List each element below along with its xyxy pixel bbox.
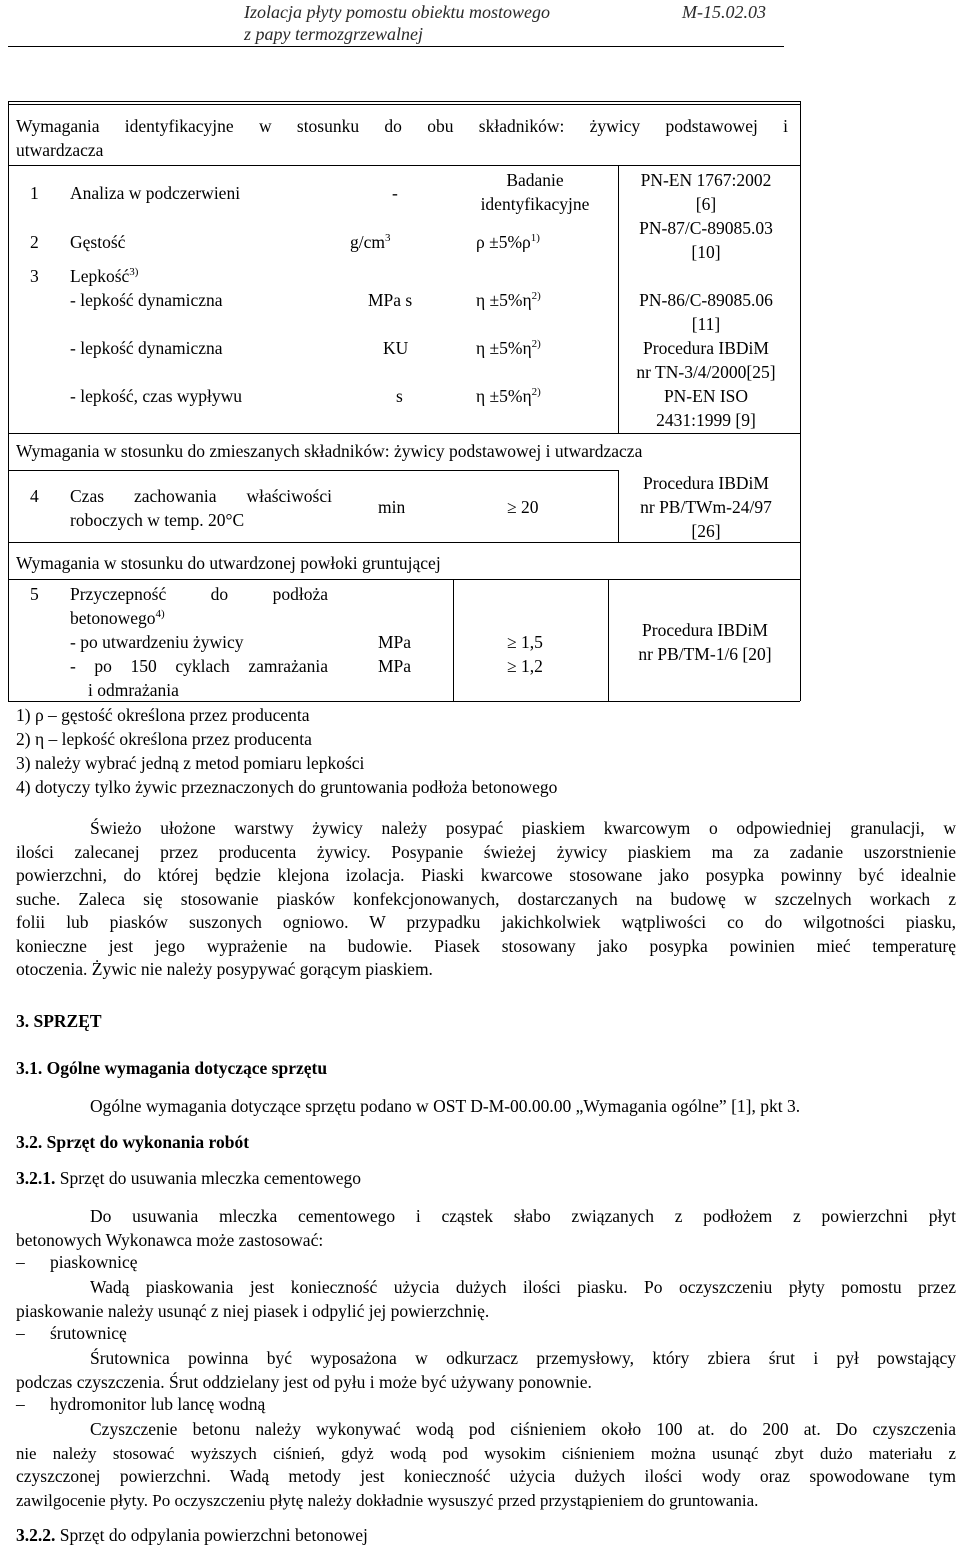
row5-sub2-name-l1: - po 150 cyklach zamrażania: [70, 656, 328, 676]
row3-sub3-req-text: η ±5%η: [476, 386, 532, 406]
heading-3-2-1: [16, 1168, 361, 1189]
list-item-text: [16, 1347, 956, 1394]
row2-req: [476, 232, 540, 253]
row2-num: 2: [30, 232, 39, 252]
paragraph-3-2-1: [16, 1205, 956, 1252]
method-line: Procedura IBDiM: [643, 338, 769, 358]
para-line: Wadą piaskowania jest konieczność użycia dużych ilości piasku. Po oczyszczeniu płyty pomostu przez: [90, 1277, 956, 1297]
row5-sub2-name-l2: i odmrażania: [88, 680, 179, 700]
para-line: otoczenia. Żywic nie należy posypywać gorącym piaskiem.: [16, 959, 433, 979]
para-line: Świeżo ułożone warstwy żywicy należy posypać piaskiem kwarcowym o odpowiedniej granulacji, w: [90, 818, 956, 838]
row5-sub2-req: ≥ 1,2: [507, 656, 543, 676]
para-line: piaskowanie należy usunąć z niej piasek i odpylić jej powierzchnię.: [16, 1300, 490, 1321]
row2-name: Gęstość: [70, 232, 126, 252]
table-left-border: [8, 101, 9, 701]
row4-unit: min: [378, 497, 406, 517]
row4-name-l1: Czas zachowania właściwości: [70, 486, 332, 506]
footnote: 4) dotyczy tylko żywic przeznaczonych do gruntowania podłoża betonowego: [16, 777, 558, 797]
heading-3-2-1-text: Sprzęt do usuwania mleczka cementowego: [55, 1168, 362, 1188]
row3-sub1-unit: MPa s: [368, 290, 413, 310]
row5-name-l2-text: betonowego: [70, 608, 156, 628]
row1-num: 1: [30, 183, 39, 203]
row2-unit-sup: 3: [385, 232, 391, 245]
heading-3-2-2-num: 3.2.2.: [16, 1525, 56, 1545]
footnote: 3) należy wybrać jedną z metod pomiaru lepkości: [16, 753, 365, 773]
para-line: Do usuwania mleczka cementowego i cząstek słabo związanych z podłożem z powierzchni płyt: [90, 1206, 956, 1226]
row1-name: Analiza w podczerwieni: [70, 183, 241, 203]
table-col-rule: [453, 579, 454, 701]
heading-3-2-2-text: Sprzęt do odpylania powierzchni betonowej: [55, 1525, 368, 1545]
table-rule: [8, 470, 618, 471]
table-col-rule: [608, 579, 609, 701]
list-item: [16, 1252, 138, 1273]
section3-heading: Wymagania w stosunku do utwardzonej powłoki gruntującej: [16, 553, 441, 573]
row3-sub1-name: - lepkość dynamiczna: [70, 290, 223, 310]
method-line: PN-EN ISO: [663, 386, 749, 406]
row3-num: 3: [30, 266, 39, 286]
row3-name-text: Lepkość: [70, 266, 130, 286]
list-item-name: piaskownicę: [50, 1252, 138, 1272]
list-item-name: hydromonitor lub lancę wodną: [50, 1394, 266, 1414]
row5-name-l1: Przyczepność do podłoża: [70, 584, 328, 604]
table-top-border-2: [8, 104, 800, 105]
method-line: [10]: [691, 242, 721, 262]
table-top-border: [8, 101, 800, 102]
row4-name-l2: roboczych w temp. 20°C: [70, 510, 245, 530]
table-col-rule: [618, 165, 619, 433]
row1-req-l2: identyfikacyjne: [480, 194, 590, 214]
row5-sub1-unit: MPa: [378, 632, 412, 652]
list-dash: –: [16, 1252, 25, 1272]
table-right-border: [800, 101, 801, 701]
para-line: powierzchni, do której będzie klejona izolacja. Piaski kwarcowe stosowane jako posypka powinny być idealnie: [16, 865, 956, 885]
para-line: czyszczonej powierzchni. Wadą metody jest konieczność użycia dużych ilości wody oraz spowodowane tym: [16, 1466, 956, 1486]
header-rule: [8, 46, 784, 47]
row1-unit: -: [392, 183, 398, 203]
row5-method-l2: nr PB/TM-1/6 [20]: [638, 644, 772, 664]
row2-unit: [350, 232, 391, 253]
heading-3: 3. SPRZĘT: [16, 1011, 102, 1031]
row3-sub2-unit: KU: [383, 338, 409, 358]
para-line: nie należy stosować wyższych ciśnień, gdyż wodą pod wysokim ciśnieniem można usunąć zbyt dużo materiału z: [16, 1443, 956, 1463]
row4-method-l1: Procedura IBDiM: [643, 473, 769, 493]
row3-sub1-req: [476, 290, 541, 311]
table-col-rule: [618, 470, 619, 542]
method-line: [11]: [691, 314, 721, 334]
row3-sub3-req-sup: 2): [531, 386, 541, 399]
header-title-line2: z papy termozgrzewalnej: [244, 24, 423, 44]
row4-method-l2: nr PB/TWm-24/97: [640, 497, 772, 517]
footnote: 1) ρ – gęstość określona przez producenta: [16, 705, 310, 725]
section2-heading: Wymagania w stosunku do zmieszanych składników: żywicy podstawowej i utwardzacza: [16, 441, 643, 461]
method-line: [6]: [695, 194, 717, 214]
row3-sub3-req: [476, 386, 541, 407]
row3-sub2-name: - lepkość dynamiczna: [70, 338, 223, 358]
row3-sub1-req-sup: 2): [531, 290, 541, 303]
method-line: 2431:1999 [9]: [656, 410, 756, 430]
row3-sub2-req: [476, 338, 541, 359]
para-line: zawilgocenie płyty. Po oczyszczeniu płytę należy dokładnie wysuszyć przed przystąpieniem do gruntowania.: [16, 1490, 759, 1510]
list-item: [16, 1394, 266, 1415]
method-line: PN-EN 1767:2002: [640, 170, 772, 190]
list-item: [16, 1323, 127, 1344]
list-item-text: [16, 1418, 956, 1512]
heading-3-2-2: [16, 1525, 368, 1546]
header-title-line1: Izolacja płyty pomostu obiektu mostowego: [244, 2, 550, 22]
header-code: M-15.02.03: [682, 2, 766, 22]
heading-3-2-1-num: 3.2.1.: [16, 1168, 56, 1188]
section1-heading: Wymagania identyfikacyjne w stosunku do obu składników: żywicy podstawowej i: [16, 116, 788, 136]
row4-method-l3: [26]: [691, 521, 721, 541]
row2-req-text: ρ ±5%ρ: [476, 232, 531, 252]
row2-unit-text: g/cm: [350, 232, 385, 252]
para-line: podczas czyszczenia. Śrut oddzielany jest od pyłu i może być używany ponownie.: [16, 1371, 592, 1392]
para-line: Śrutownica powinna być wyposażona w odkurzacz przemysłowy, który zbiera śrut i pył powstający: [90, 1348, 956, 1368]
row5-sub1-req: ≥ 1,5: [507, 632, 543, 652]
para-line: folii lub piasków suszonych ogniowo. W przypadku jakichkolwiek wątpliwości co do wilgotności piasku,: [16, 912, 956, 932]
row4-req: ≥ 20: [507, 497, 539, 517]
row3-sub3-name: - lepkość, czas wypływu: [70, 386, 243, 406]
heading-3-2: 3.2. Sprzęt do wykonania robót: [16, 1132, 250, 1152]
sand-paragraph: [16, 817, 956, 982]
para-line: konieczne jest jego wyprażenie na budowie. Piasek stosowany jako posypka powinien mieć temperaturę: [16, 935, 956, 956]
row5-name-sup: 4): [155, 608, 165, 621]
row5-sub1-name: - po utwardzeniu żywicy: [70, 632, 244, 652]
row5-method-l1: Procedura IBDiM: [642, 620, 768, 640]
row4-num: 4: [30, 486, 39, 506]
row3-name: [70, 266, 138, 287]
para-line: betonowych Wykonawca może zastosować:: [16, 1229, 324, 1250]
table-rule: [8, 165, 800, 166]
row3-name-sup: 3): [129, 266, 139, 279]
list-dash: –: [16, 1394, 25, 1414]
row5-name-l2: [70, 608, 165, 629]
para-line: Czyszczenie betonu należy wykonywać wodą pod ciśnieniem około 100 at. do 200 at. Do czyszczenia: [90, 1419, 956, 1439]
table-rule: [8, 433, 800, 434]
table-rule: [8, 701, 800, 702]
row3-sub2-req-text: η ±5%η: [476, 338, 532, 358]
list-dash: –: [16, 1323, 25, 1343]
method-line: PN-86/C-89085.06: [639, 290, 773, 310]
section1-heading-cont: utwardzacza: [16, 140, 104, 160]
row1-req-l1: Badanie: [506, 170, 564, 190]
heading-3-1: 3.1. Ogólne wymagania dotyczące sprzętu: [16, 1058, 328, 1078]
table-rule: [8, 579, 800, 580]
table-rule: [8, 542, 800, 543]
row3-sub3-unit: s: [396, 386, 403, 406]
list-item-text: [16, 1276, 956, 1323]
row5-sub2-unit: MPa: [378, 656, 412, 676]
row3-sub2-req-sup: 2): [531, 338, 541, 351]
para-line: ilości zalecanej przez producenta żywicy. Posypanie świeżej żywicy piaskiem ma za zadanie uszorstnienie: [16, 841, 956, 862]
row2-req-sup: 1): [530, 232, 540, 245]
row3-sub1-req-text: η ±5%η: [476, 290, 532, 310]
footnote: 2) η – lepkość określona przez producenta: [16, 729, 312, 749]
paragraph-3-1: Ogólne wymagania dotyczące sprzętu podano w OST D-M-00.00.00 „Wymagania ogólne” [1], pkt 3.: [90, 1096, 801, 1116]
method-line: PN-87/C-89085.03: [639, 218, 773, 238]
list-item-name: śrutownicę: [50, 1323, 127, 1343]
method-line: nr TN-3/4/2000[25]: [636, 362, 776, 382]
row5-num: 5: [30, 584, 39, 604]
para-line: suche. Zaleca się stosowanie piasków konfekcjonowanych, dostarczanych na budowę w szczelnych workach z: [16, 888, 956, 909]
